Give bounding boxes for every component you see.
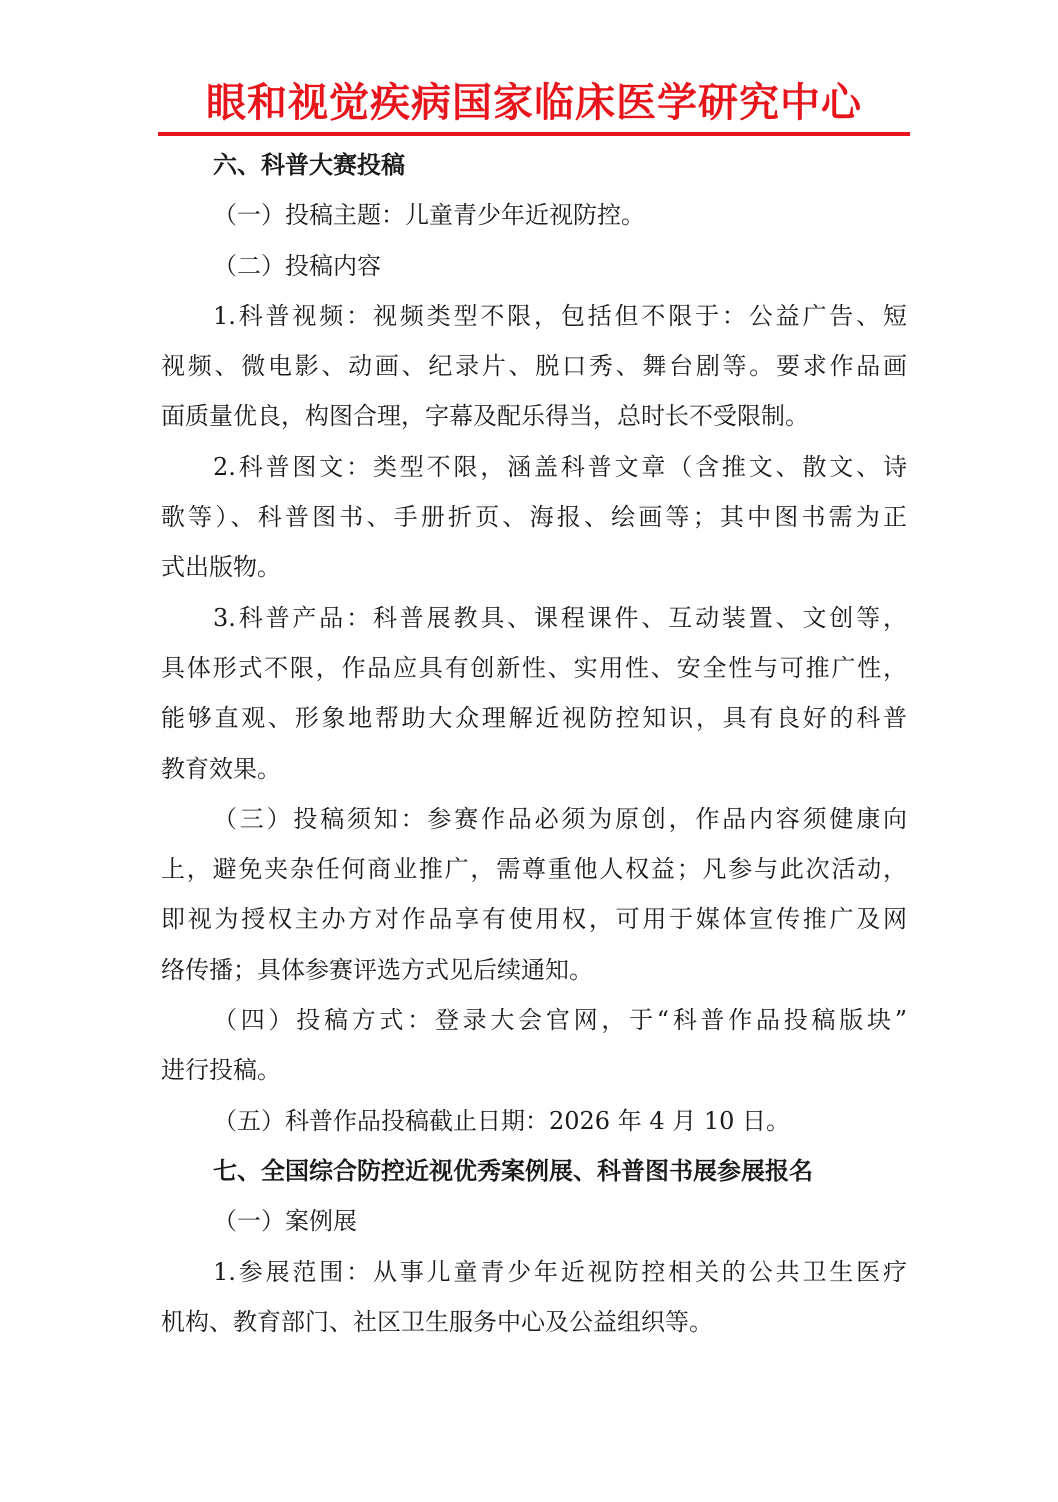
header-title: 眼和视觉疾病国家临床医学研究中心 bbox=[206, 79, 862, 126]
paragraph-line: 机构、教育部门、社区卫生服务中心及公益组织等。 bbox=[161, 1307, 713, 1336]
paragraph-line: 教育效果。 bbox=[161, 754, 281, 783]
header-divider bbox=[158, 132, 910, 136]
paragraph-line: 能够直观、形象地帮助大众理解近视防控知识，具有良好的科普 bbox=[161, 704, 907, 733]
paragraph-line: 即视为授权主办方对作品享有使用权，可用于媒体宣传推广及网 bbox=[161, 905, 907, 934]
paragraph-line: （四）投稿方式：登录大会官网，于“科普作品投稿版块” bbox=[213, 1006, 907, 1035]
section-heading: 六、科普大赛投稿 bbox=[213, 151, 405, 179]
paragraph-line: （一）案例展 bbox=[213, 1207, 357, 1236]
paragraph-line: 1.科普视频：视频类型不限，包括但不限于：公益广告、短 bbox=[213, 301, 907, 330]
section-heading: 七、全国综合防控近视优秀案例展、科普图书展参展报名 bbox=[213, 1156, 813, 1185]
paragraph-line: 络传播；具体参赛评选方式见后续通知。 bbox=[161, 955, 593, 984]
paragraph-line: 具体形式不限，作品应具有创新性、实用性、安全性与可推广性， bbox=[161, 653, 907, 682]
paragraph-line: 歌等）、科普图书、手册折页、海报、绘画等；其中图书需为正 bbox=[161, 503, 907, 532]
paragraph-line: （五）科普作品投稿截止日期：2026 年 4 月 10 日。 bbox=[213, 1106, 791, 1135]
paragraph-line: 1.参展范围：从事儿童青少年近视防控相关的公共卫生医疗 bbox=[213, 1257, 907, 1286]
document-body bbox=[161, 140, 907, 1347]
paragraph-line: 面质量优良，构图合理，字幕及配乐得当，总时长不受限制。 bbox=[161, 402, 809, 431]
paragraph-line: 式出版物。 bbox=[161, 553, 281, 582]
paragraph-line: 进行投稿。 bbox=[161, 1056, 281, 1085]
paragraph-line: 3.科普产品：科普展教具、课程课件、互动装置、文创等， bbox=[213, 603, 907, 632]
paragraph-line: 上，避免夹杂任何商业推广，需尊重他人权益；凡参与此次活动， bbox=[161, 855, 907, 884]
paragraph-line: （三）投稿须知：参赛作品必须为原创，作品内容须健康向 bbox=[213, 804, 907, 833]
paragraph-line: 2.科普图文：类型不限，涵盖科普文章（含推文、散文、诗 bbox=[213, 452, 907, 481]
paragraph-line: 视频、微电影、动画、纪录片、脱口秀、舞台剧等。要求作品画 bbox=[161, 352, 907, 381]
paragraph-line: （二）投稿内容 bbox=[213, 251, 381, 280]
paragraph-line: （一）投稿主题：儿童青少年近视防控。 bbox=[213, 201, 645, 230]
